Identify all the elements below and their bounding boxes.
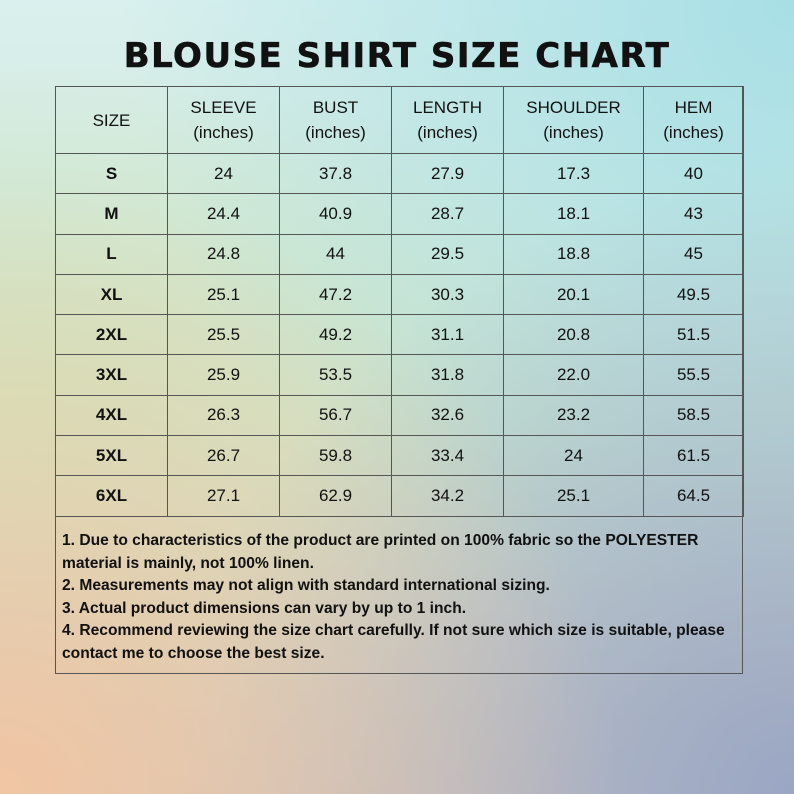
table-cell: 18.8: [504, 234, 644, 274]
table-cell: 20.8: [504, 315, 644, 355]
note-item: 2. Measurements may not align with standard international sizing.: [62, 577, 550, 594]
table-cell: 55.5: [644, 355, 744, 395]
table-row: [56, 234, 744, 274]
table-cell: 59.8: [280, 436, 392, 476]
table-cell: 33.4: [392, 436, 504, 476]
table-cell: 40: [644, 154, 744, 194]
header-hem: HEM (inches): [644, 87, 744, 154]
table-cell: 17.3: [504, 154, 644, 194]
header-sleeve: SLEEVE (inches): [168, 87, 280, 154]
table-cell: 29.5: [392, 234, 504, 274]
table-cell: 31.1: [392, 315, 504, 355]
table-cell: 25.1: [168, 274, 280, 314]
size-cell: XL: [56, 274, 168, 314]
table-cell: 37.8: [280, 154, 392, 194]
table-cell: 22.0: [504, 355, 644, 395]
table-row: [56, 154, 744, 194]
table-cell: 58.5: [644, 395, 744, 435]
table-row: [56, 315, 744, 355]
size-cell: 6XL: [56, 476, 168, 516]
note-item: 4. Recommend reviewing the size chart carefully. If not sure which size is suitable, please contact me to choose the best size.: [62, 622, 725, 662]
table-row: [56, 395, 744, 435]
table-cell: 51.5: [644, 315, 744, 355]
table-cell: 44: [280, 234, 392, 274]
table-cell: 24: [504, 436, 644, 476]
table-cell: 23.2: [504, 395, 644, 435]
header-length: LENGTH (inches): [392, 87, 504, 154]
size-cell: 2XL: [56, 315, 168, 355]
size-table: [55, 86, 744, 517]
table-cell: 64.5: [644, 476, 744, 516]
table-cell: 28.7: [392, 194, 504, 234]
table-cell: 62.9: [280, 476, 392, 516]
table-cell: 20.1: [504, 274, 644, 314]
size-cell: L: [56, 234, 168, 274]
table-cell: 18.1: [504, 194, 644, 234]
table-cell: 40.9: [280, 194, 392, 234]
table-header-row: [56, 87, 744, 154]
table-cell: 24.8: [168, 234, 280, 274]
notes-section: [62, 530, 738, 665]
table-cell: 61.5: [644, 436, 744, 476]
header-size: SIZE: [56, 87, 168, 154]
table-cell: 26.7: [168, 436, 280, 476]
note-item: 1. Due to characteristics of the product are printed on 100% fabric so the POLYESTER material is mainly, not 100% linen.: [62, 532, 699, 572]
table-cell: 24: [168, 154, 280, 194]
table-cell: 25.5: [168, 315, 280, 355]
table-cell: 32.6: [392, 395, 504, 435]
table-cell: 26.3: [168, 395, 280, 435]
size-cell: 5XL: [56, 436, 168, 476]
header-bust: BUST (inches): [280, 87, 392, 154]
table-cell: 24.4: [168, 194, 280, 234]
table-cell: 30.3: [392, 274, 504, 314]
table-cell: 34.2: [392, 476, 504, 516]
size-cell: M: [56, 194, 168, 234]
table-row: [56, 476, 744, 516]
table-cell: 25.1: [504, 476, 644, 516]
table-cell: 47.2: [280, 274, 392, 314]
table-cell: 31.8: [392, 355, 504, 395]
table-row: [56, 274, 744, 314]
table-cell: 49.5: [644, 274, 744, 314]
size-cell: S: [56, 154, 168, 194]
table-row: [56, 355, 744, 395]
table-cell: 53.5: [280, 355, 392, 395]
header-shoulder: SHOULDER (inches): [504, 87, 644, 154]
size-cell: 4XL: [56, 395, 168, 435]
table-row: [56, 194, 744, 234]
page-title: BLOUSE SHIRT SIZE CHART: [123, 36, 671, 76]
table-cell: 27.1: [168, 476, 280, 516]
table-cell: 27.9: [392, 154, 504, 194]
table-cell: 43: [644, 194, 744, 234]
note-item: 3. Actual product dimensions can vary by up to 1 inch.: [62, 599, 467, 617]
table-cell: 49.2: [280, 315, 392, 355]
table-row: [56, 436, 744, 476]
table-cell: 25.9: [168, 355, 280, 395]
table-cell: 45: [644, 234, 744, 274]
size-cell: 3XL: [56, 355, 168, 395]
table-cell: 56.7: [280, 395, 392, 435]
